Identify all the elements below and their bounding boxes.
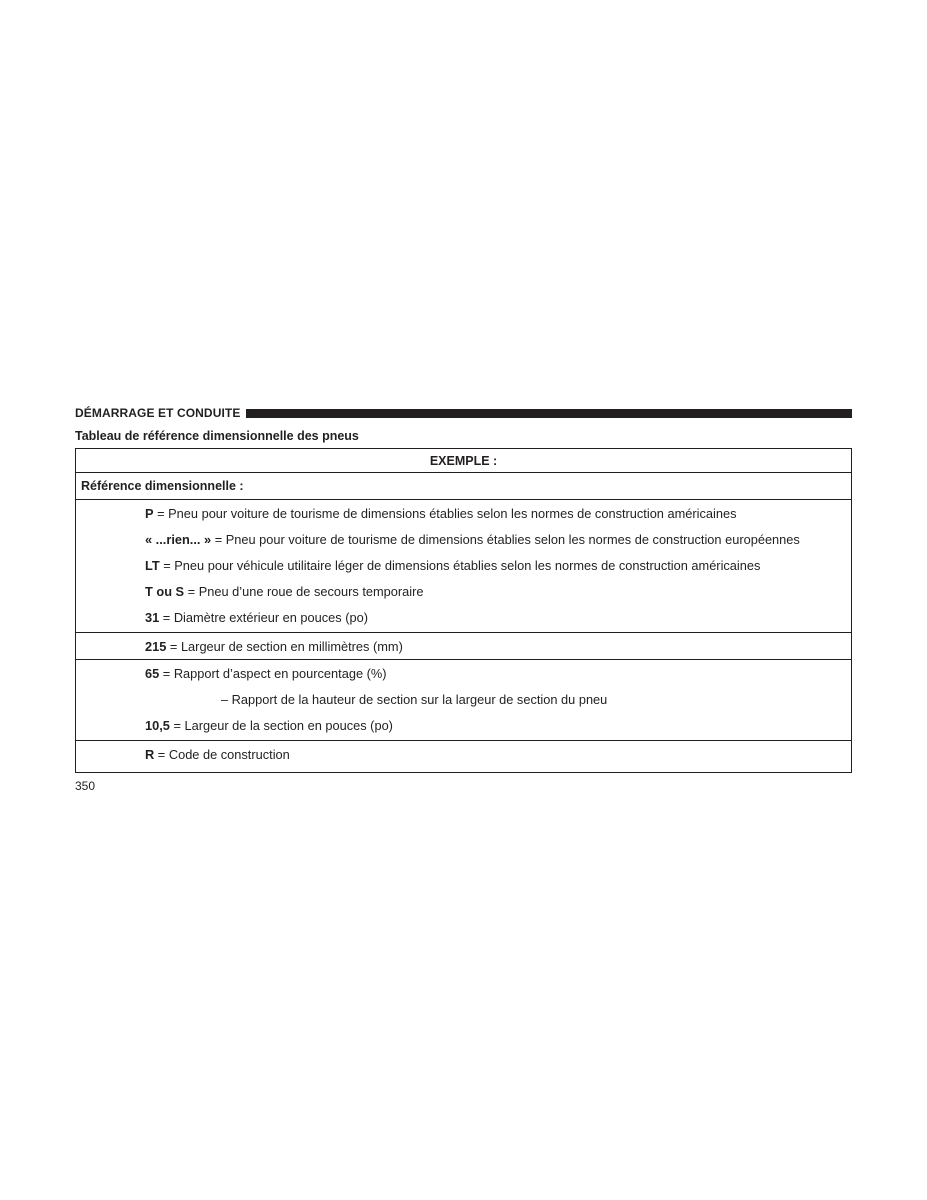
section-header (75, 405, 852, 421)
tire-size-table (75, 448, 852, 773)
table-line-31 (76, 604, 851, 630)
section-title: DÉMARRAGE ET CONDUITE (75, 406, 241, 420)
table-line-t-ou-s (76, 578, 851, 604)
table-row-group (76, 741, 851, 772)
page-number: 350 (75, 779, 96, 793)
table-title: Tableau de référence dimensionnelle des pneus (75, 429, 359, 443)
table-line-rien (76, 526, 851, 552)
code-label: 215 (145, 638, 167, 654)
code-description: = Pneu pour véhicule utilitaire léger de dimensions établies selon les normes de construction américaines (159, 557, 761, 573)
table-line-65 (76, 660, 851, 686)
code-description: = Largeur de la section en pouces (po) (169, 717, 393, 733)
code-description: = Pneu pour voiture de tourisme de dimensions établies selon les normes de construction américaines (153, 505, 737, 521)
table-line-r (76, 741, 851, 767)
code-description: – Rapport de la hauteur de section sur la largeur de section du pneu (221, 691, 608, 707)
code-description: = Code de construction (154, 746, 290, 762)
code-label: T ou S (145, 583, 185, 599)
code-label: 31 (145, 609, 160, 625)
reference-label: Référence dimensionnelle : (76, 473, 851, 500)
table-line-215 (76, 633, 851, 659)
example-header: EXEMPLE : (76, 449, 851, 473)
code-description: = Largeur de section en millimètres (mm) (166, 638, 403, 654)
code-label: « ...rien... » (145, 531, 212, 547)
code-description: = Pneu d’une roue de secours temporaire (184, 583, 424, 599)
code-label: P (145, 505, 154, 521)
table-row-group (76, 633, 851, 660)
code-description: = Rapport d’aspect en pourcentage (%) (159, 665, 387, 681)
code-label: R (145, 746, 155, 762)
table-row-group (76, 500, 851, 633)
code-label: 65 (145, 665, 160, 681)
code-description: = Pneu pour voiture de tourisme de dimensions établies selon les normes de construction européennes (211, 531, 800, 547)
code-description: = Diamètre extérieur en pouces (po) (159, 609, 368, 625)
table-line-10-5 (76, 712, 851, 738)
code-label: 10,5 (145, 717, 170, 733)
code-label: LT (145, 557, 160, 573)
table-line-p (76, 500, 851, 526)
table-row-group (76, 660, 851, 741)
table-line-aspect-ratio-note (76, 686, 851, 712)
table-line-lt (76, 552, 851, 578)
section-divider-bar (246, 409, 852, 418)
